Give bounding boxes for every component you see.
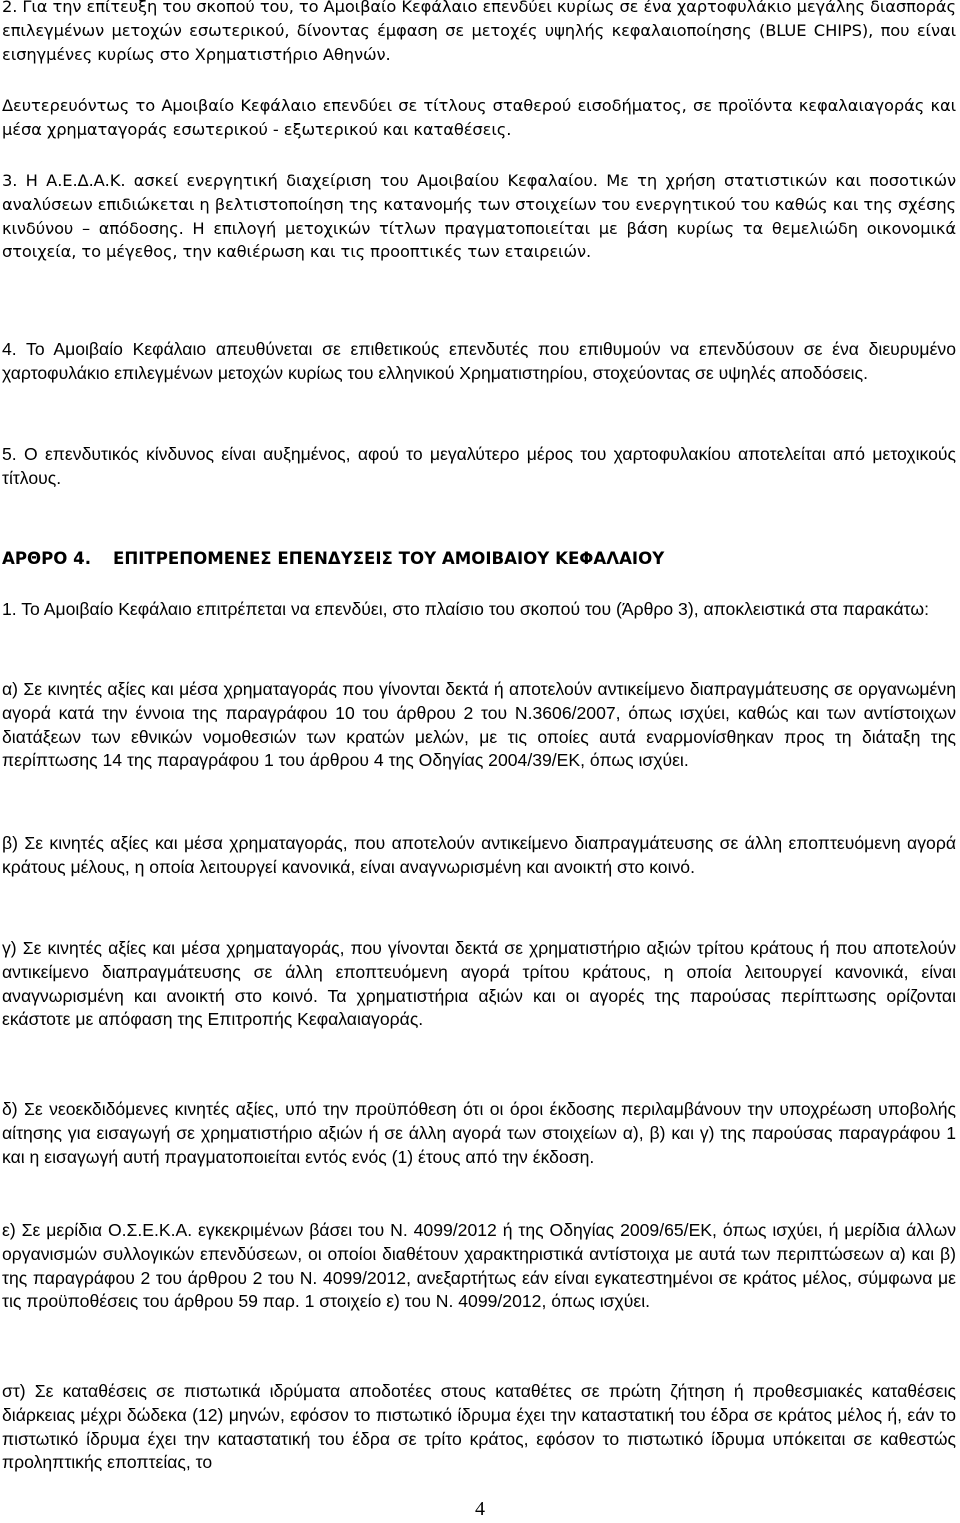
article-item-st: στ) Σε καταθέσεις σε πιστωτικά ιδρύματα αποδοτέες στους καταθέτες σε πρώτη ζήτηση ή προθεσμιακές καταθέσεις διάρκειας μέχρι δώδεκα (12) μηνών, εφόσον το πιστωτικό ίδρυμα έχει την καταστατική του έδρα σε κράτος μέλος ή, εάν το πιστωτικό ίδρυμα έχει την καταστατική του έδρα σε τρίτο κράτος, εφόσον το πιστωτικό ίδρυμα υπόκειται σε καθεστώς προληπτικής εποπτείας, το xyxy=(2,1381,956,1473)
article-number: ΑΡΘΡΟ 4. xyxy=(2,549,92,568)
article-item-c: γ) Σε κινητές αξίες και μέσα χρηματαγοράς, που γίνονται δεκτά σε χρηματιστήριο αξιών τρίτου κράτους ή που αποτελούν αντικείμενο διαπραγμάτευσης σε άλλη εποπτευόμενη αγορά τρίτου κράτους, η οποία λειτουργεί κανονικά, είναι αναγνωρισμένη και ανοικτή στο κοινό. Τα χρηματιστήρια αξιών και οι αγορές της παρούσας περίπτωσης ορίζονται εκάστοτε με απόφαση της Επιτροπής Κεφαλαιαγοράς. xyxy=(2,938,956,1030)
article-heading xyxy=(2,547,956,571)
article-item-e: ε) Σε μερίδια Ο.Σ.Ε.Κ.Α. εγκεκριμένων βάσει του Ν. 4099/2012 ή της Οδηγίας 2009/65/ΕΚ, όπως ισχύει, ή μερίδια άλλων οργανισμών συλλογικών επενδύσεων, οι οποίοι διαθέτουν χαρακτηριστικά αντίστοιχα με αυτά των περιπτώσεων α) και β) της παραγράφου 2 του άρθρου 2 του Ν. 4099/2012, ανεξαρτήτως εάν είναι εγκατεστημένοι σε κράτος μέλος, σύμφωνα με τις προϋποθέσεις του άρθρου 59 παρ. 1 στοιχείο ε) του Ν. 4099/2012, όπως ισχύει. xyxy=(2,1220,956,1312)
article-paragraph-1: 1. Το Αμοιβαίο Κεφάλαιο επιτρέπεται να επενδύει, στο πλαίσιο του σκοπού του (Άρθρο 3), αποκλειστικά στα παρακάτω: xyxy=(2,599,929,619)
paragraph-2: 2. Για την επίτευξη του σκοπού του, το Αμοιβαίο Κεφάλαιο επενδύει κυρίως σε ένα χαρτοφυλάκιο μεγάλης διασποράς επιλεγμένων μετοχών εσωτερικού, δίνοντας έμφαση σε μετοχές υψηλής κεφαλαιοποίησης (BLUE CHIPS), που είναι εισηγμένες κυρίως στο Χρηματιστήριο Αθηνών. xyxy=(2,0,956,64)
article-item-b: β) Σε κινητές αξίες και μέσα χρηματαγοράς, που αποτελούν αντικείμενο διαπραγμάτευσης σε άλλη εποπτευόμενη αγορά κράτους μέλους, η οποία λειτουργεί κανονικά, είναι αναγνωρισμένη και ανοικτή στο κοινό. xyxy=(2,833,956,877)
article-item-a: α) Σε κινητές αξίες και μέσα χρηματαγοράς που γίνονται δεκτά ή αποτελούν αντικείμενο διαπραγμάτευσης σε οργανωμένη αγορά κατά την έννοια της παραγράφου 10 του άρθρου 2 του Ν.3606/2007, όπως ισχύει, καθώς και των αντίστοιχων διατάξεων των εθνικών νομοθεσιών των κρατών μελών, με τις οποίες αυτά εναρμονίσθηκαν προς τη διάταξη της περίπτωσης 14 της παραγράφου 1 του άρθρου 4 της Οδηγίας 2004/39/ΕΚ, όπως ισχύει. xyxy=(2,679,956,771)
page-number: 4 xyxy=(475,1498,485,1520)
article-item-d: δ) Σε νεοεκδιδόμενες κινητές αξίες, υπό την προϋπόθεση ότι οι όροι έκδοσης περιλαμβάνουν την υποχρέωση υποβολής αίτησης για εισαγωγή σε χρηματιστήριο αξιών ή σε άλλη αγορά των στοιχείων α), β) και γ) της παρούσας παραγράφου 1 και η εισαγωγή αυτή πραγματοποιείται εντός ενός (1) έτους από την έκδοση. xyxy=(2,1099,956,1167)
paragraph-3: 3. Η Α.Ε.Δ.Α.Κ. ασκεί ενεργητική διαχείριση του Αμοιβαίου Κεφαλαίου. Με τη χρήση στατιστικών και ποσοτικών αναλύσεων επιδιώκεται η βελτιστοποίηση της κατανομής των στοιχείων του ενεργητικού του καθώς και της σχέσης κινδύνου – απόδοσης. Η επιλογή μετοχικών τίτλων πραγματοποιείται με βάση κυρίως τα θεμελιώδη οικονομικά στοιχεία, το μέγεθος, την καθιέρωση και τις προοπτικές των εταιρειών. xyxy=(2,171,956,262)
paragraph-2-secondary: Δευτερευόντως το Αμοιβαίο Κεφάλαιο επενδύει σε τίτλους σταθερού εισοδήματος, σε προϊόντα κεφαλαιαγοράς και μέσα χρηματαγοράς εσωτερικού - εξωτερικού και καταθέσεις. xyxy=(2,96,956,139)
paragraph-5: 5. Ο επενδυτικός κίνδυνος είναι αυξημένος, αφού το μεγαλύτερο μέρος του χαρτοφυλακίου αποτελείται από μετοχικούς τίτλους. xyxy=(2,444,956,488)
paragraph-4: 4. Το Αμοιβαίο Κεφάλαιο απευθύνεται σε επιθετικούς επενδυτές που επιθυμούν να επενδύσουν σε ένα διευρυμένο χαρτοφυλάκιο επιλεγμένων μετοχών κυρίως του ελληνικού Χρηματιστηρίου, στοχεύοντας σε υψηλές αποδόσεις. xyxy=(2,339,956,383)
article-title: ΕΠΙΤΡΕΠΟΜΕΝΕΣ ΕΠΕΝΔΥΣΕΙΣ ΤΟΥ ΑΜΟΙΒΑΙΟΥ ΚΕΦΑΛΑΙΟΥ xyxy=(113,549,665,568)
